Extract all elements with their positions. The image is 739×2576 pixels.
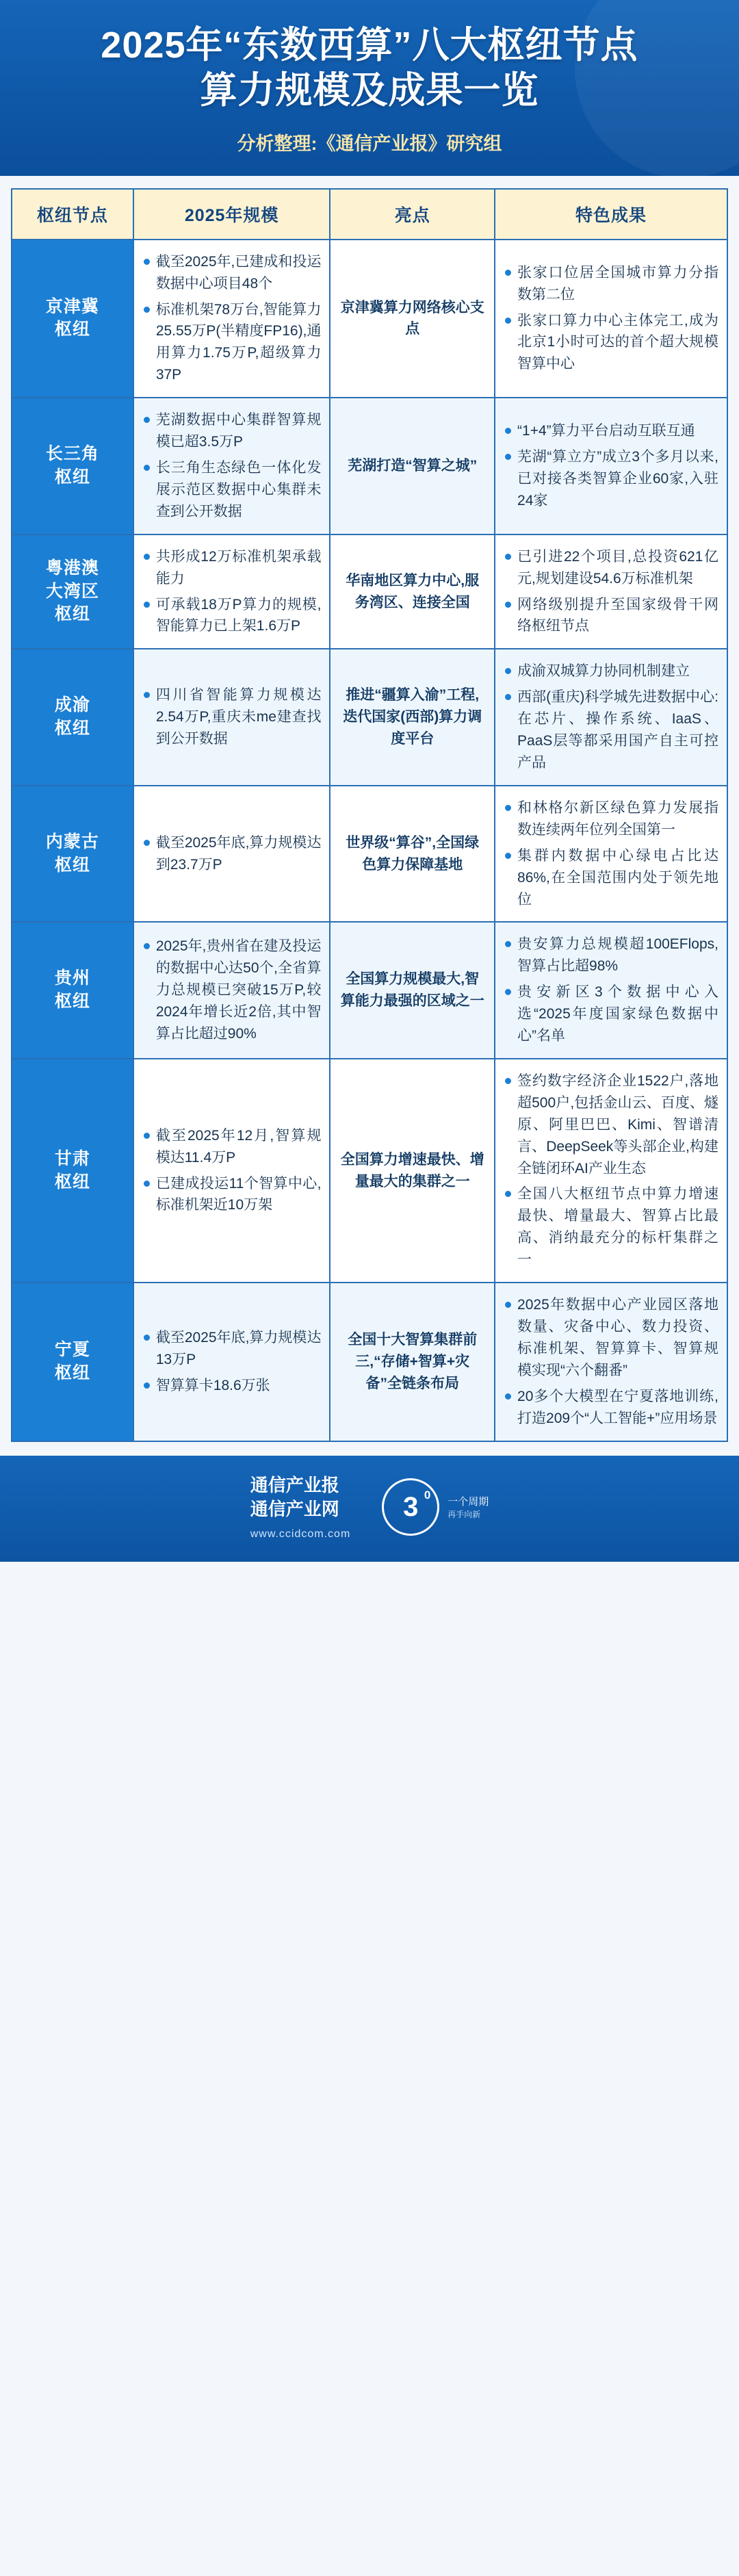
bullet-item: 贵安新区3个数据中心入选“2025年度国家绿色数据中心”名单 xyxy=(504,981,718,1047)
poster-footer xyxy=(0,1456,739,1562)
cell-node xyxy=(12,649,133,786)
column-header-highlight: 亮点 xyxy=(330,189,495,240)
bullet-item: 标准机架78万台,智能算力25.55万P(半精度FP16),通用算力1.75万P,超级算力37P xyxy=(142,299,322,387)
node-name-line: 枢纽 xyxy=(54,1172,90,1192)
node-name-line: 枢纽 xyxy=(54,604,90,624)
anniversary-slogan-line1: 一个周期 xyxy=(448,1495,489,1508)
bullet-item: 四川省智能算力规模达2.54万P,重庆未me建查找到公开数据 xyxy=(142,684,322,750)
anniversary-number xyxy=(382,1478,439,1536)
cell-scale xyxy=(133,240,330,398)
hub-nodes-table xyxy=(11,188,728,1442)
page-title-line1: 2025年“东数西算”八大枢纽节点 xyxy=(101,25,638,66)
bullet-list xyxy=(142,251,322,386)
cell-result xyxy=(495,1283,727,1441)
cell-scale xyxy=(133,534,330,649)
cell-highlight: 世界级“算谷”,全国绿色算力保障基地 xyxy=(330,786,495,923)
bullet-item: 签约数字经济企业1522户,落地超500户,包括金山云、百度、燧原、阿里巴巴、Kimi、智谱清言、DeepSeek等头部企业,构建全链闭环AI产业生态 xyxy=(504,1070,718,1180)
bullet-list xyxy=(504,797,718,911)
bullet-item: 已建成投运11个智算中心,标准机架近10万架 xyxy=(142,1173,322,1217)
bullet-item: 全国八大枢纽节点中算力增速最快、增量最大、智算占比最高、消纳最充分的标杆集群之一 xyxy=(504,1183,718,1271)
table-row xyxy=(12,922,727,1059)
bullet-item: “1+4”算力平台启动互联互通 xyxy=(504,420,718,442)
bullet-item: 贵安算力总规模超100EFlops,智算占比超98% xyxy=(504,933,718,977)
footer-website: www.ccidcom.com xyxy=(250,1528,351,1540)
node-name-line: 枢纽 xyxy=(54,719,90,738)
page-title xyxy=(21,23,718,114)
cell-scale xyxy=(133,649,330,786)
bullet-item: 集群内数据中心绿电占比达86%,在全国范围内处于领先地位 xyxy=(504,845,718,911)
anniversary-digit: 3 xyxy=(403,1491,419,1522)
table-row xyxy=(12,398,727,534)
table-header xyxy=(12,189,727,240)
cell-node xyxy=(12,398,133,534)
bullet-item: 2025年数据中心产业园区落地数量、灾备中心、数力投资、标准机架、智算算卡、智算规模实现“六个翻番” xyxy=(504,1294,718,1382)
cell-result xyxy=(495,922,727,1059)
cell-result xyxy=(495,786,727,923)
cell-highlight: 京津冀算力网络核心支点 xyxy=(330,240,495,398)
bullet-list xyxy=(142,546,322,638)
anniversary-digit-sup: 0 xyxy=(424,1489,431,1502)
cell-scale xyxy=(133,786,330,923)
cell-node xyxy=(12,922,133,1059)
bullet-item: 截至2025年底,算力规模达到23.7万P xyxy=(142,832,322,876)
cell-highlight: 芜湖打造“智算之城” xyxy=(330,398,495,534)
anniversary-slogan-line2: 再手向新 xyxy=(448,1509,481,1519)
poster-header xyxy=(0,0,739,176)
node-name-line: 枢纽 xyxy=(54,992,90,1012)
cell-result xyxy=(495,398,727,534)
bullet-item: 张家口位居全国城市算力分指数第二位 xyxy=(504,262,718,306)
footer-brand-line1: 通信产业报 xyxy=(250,1474,339,1495)
bullet-item: 共形成12万标准机架承载能力 xyxy=(142,546,322,590)
node-name-line: 京津冀 xyxy=(45,296,99,316)
table-row xyxy=(12,534,727,649)
table-body xyxy=(12,240,727,1441)
bullet-list xyxy=(142,832,322,876)
bullet-list xyxy=(142,936,322,1045)
bullet-list xyxy=(504,262,718,376)
cell-highlight: 华南地区算力中心,服务湾区、连接全国 xyxy=(330,534,495,649)
bullet-item: 张家口算力中心主体完工,成为北京1小时可达的首个超大规模智算中心 xyxy=(504,310,718,376)
cell-result xyxy=(495,649,727,786)
bullet-list xyxy=(142,409,322,523)
node-name-line: 贵州 xyxy=(54,968,90,988)
bullet-item: 网络级别提升至国家级骨干网络枢纽节点 xyxy=(504,594,718,638)
anniversary-slogan xyxy=(448,1495,489,1521)
bullet-item: 截至2025年底,算力规模达13万P xyxy=(142,1327,322,1371)
cell-scale xyxy=(133,398,330,534)
bullet-item: 芜湖数据中心集群智算规模已超3.5万P xyxy=(142,409,322,453)
node-name-line: 内蒙古 xyxy=(45,832,99,851)
bullet-item: 20多个大模型在宁夏落地训练,打造209个“人工智能+”应用场景 xyxy=(504,1386,718,1430)
cell-result xyxy=(495,534,727,649)
cell-highlight: 全国算力增速最快、增量最大的集群之一 xyxy=(330,1059,495,1283)
table-container xyxy=(0,176,739,1449)
node-name-line: 大湾区 xyxy=(45,581,99,601)
bullet-list xyxy=(142,1125,322,1217)
node-name-line: 宁夏 xyxy=(54,1340,90,1360)
cell-result xyxy=(495,240,727,398)
bullet-item: 可承载18万P算力的规模,智能算力已上架1.6万P xyxy=(142,594,322,638)
page-subtitle: 分析整理:《通信产业报》研究组 xyxy=(237,133,502,154)
cell-scale xyxy=(133,922,330,1059)
bullet-item: 西部(重庆)科学城先进数据中心:在芯片、操作系统、IaaS、PaaS层等都采用国产自主可控产品 xyxy=(504,686,718,774)
table-row xyxy=(12,649,727,786)
node-name-line: 枢纽 xyxy=(54,1363,90,1382)
column-header-scale: 2025年规模 xyxy=(133,189,330,240)
cell-highlight: 推进“疆算入渝”工程,迭代国家(西部)算力调度平台 xyxy=(330,649,495,786)
table-row xyxy=(12,1059,727,1283)
cell-result xyxy=(495,1059,727,1283)
cell-node xyxy=(12,1059,133,1283)
bullet-item: 和林格尔新区绿色算力发展指数连续两年位列全国第一 xyxy=(504,797,718,841)
cell-highlight: 全国十大智算集群前三,“存储+智算+灾备”全链条布局 xyxy=(330,1283,495,1441)
bullet-item: 芜湖“算立方”成立3个多月以来,已对接各类智算企业60家,入驻24家 xyxy=(504,446,718,512)
cell-highlight: 全国算力规模最大,智算能力最强的区域之一 xyxy=(330,922,495,1059)
bullet-list xyxy=(142,684,322,750)
node-name-line: 粤港澳 xyxy=(45,558,99,578)
bullet-item: 智算算卡18.6万张 xyxy=(142,1375,322,1397)
cell-node xyxy=(12,1283,133,1441)
bullet-item: 截至2025年12月,智算规模达11.4万P xyxy=(142,1125,322,1169)
bullet-item: 长三角生态绿色一体化发展示范区数据中心集群未查到公开数据 xyxy=(142,457,322,523)
table-row xyxy=(12,1283,727,1441)
page-title-line2: 算力规模及成果一览 xyxy=(200,69,539,111)
footer-brand xyxy=(250,1473,351,1542)
bullet-item: 成渝双城算力协同机制建立 xyxy=(504,660,718,682)
bullet-list xyxy=(142,1327,322,1397)
cell-scale xyxy=(133,1059,330,1283)
table-header-row xyxy=(12,189,727,240)
bullet-list xyxy=(504,933,718,1047)
bullet-item: 已引进22个项目,总投资621亿元,规划建设54.6万标准机架 xyxy=(504,546,718,590)
node-name-line: 枢纽 xyxy=(54,855,90,875)
cell-node xyxy=(12,786,133,923)
node-name-line: 枢纽 xyxy=(54,467,90,487)
bullet-list xyxy=(504,1294,718,1429)
table-row xyxy=(12,240,727,398)
bullet-item: 2025年,贵州省在建及投运的数据中心达50个,全省算力总规模已突破15万P,较2024年增长近2倍,其中智算占比超过90% xyxy=(142,936,322,1045)
column-header-result: 特色成果 xyxy=(495,189,727,240)
node-name-line: 甘肃 xyxy=(54,1148,90,1168)
footer-brand-line2: 通信产业网 xyxy=(250,1498,339,1519)
bullet-list xyxy=(504,1070,718,1271)
bullet-item: 截至2025年,已建成和投运数据中心项目48个 xyxy=(142,251,322,295)
bullet-list xyxy=(504,420,718,512)
node-name-line: 长三角 xyxy=(45,444,99,464)
bullet-list xyxy=(504,660,718,774)
column-header-node: 枢纽节点 xyxy=(12,189,133,240)
table-row xyxy=(12,786,727,923)
cell-scale xyxy=(133,1283,330,1441)
node-name-line: 枢纽 xyxy=(54,320,90,339)
anniversary-logo xyxy=(382,1478,489,1536)
cell-node xyxy=(12,534,133,649)
node-name-line: 成渝 xyxy=(54,695,90,715)
bullet-list xyxy=(504,546,718,638)
cell-node xyxy=(12,240,133,398)
